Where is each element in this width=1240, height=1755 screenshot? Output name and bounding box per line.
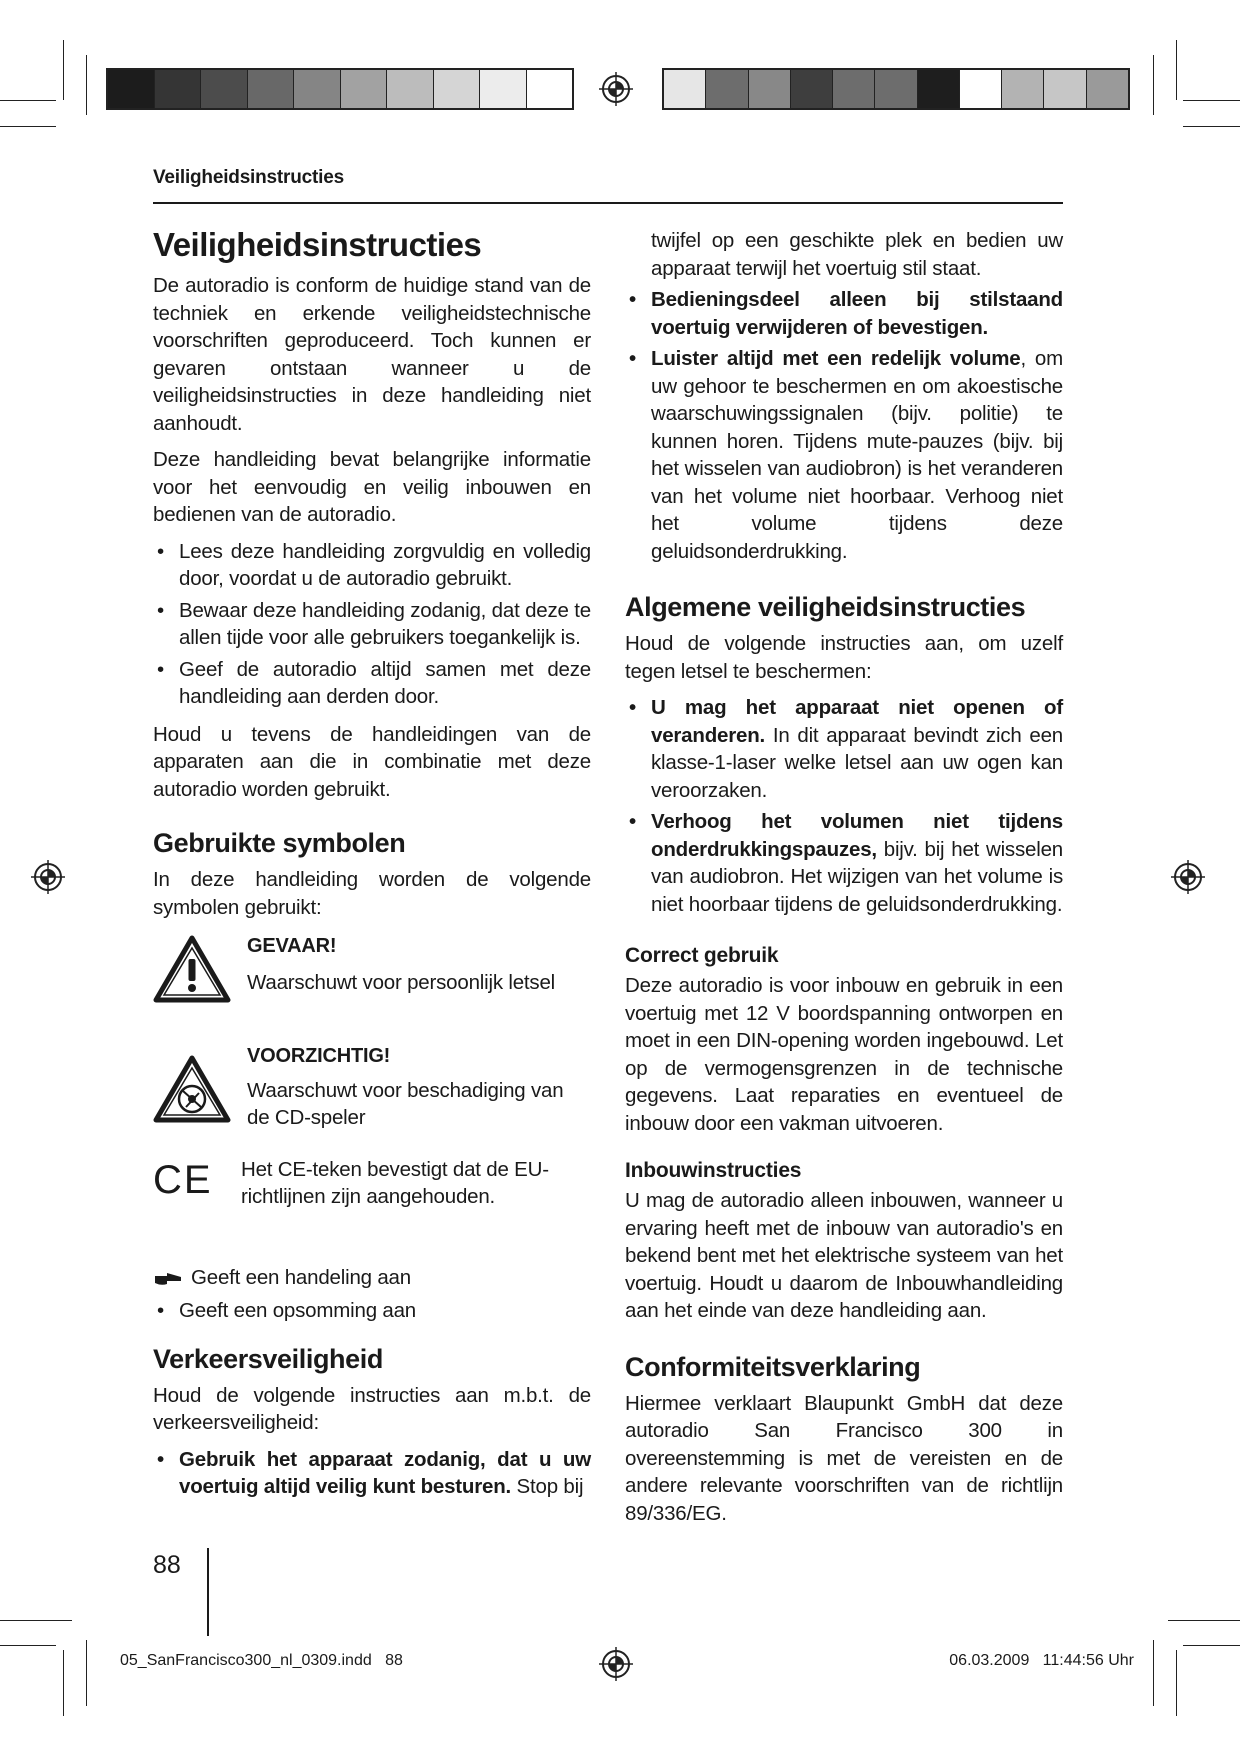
color-swatch	[875, 70, 917, 108]
list-item: • Lees deze handleiding zorgvuldig en volledig door, voordat u de autoradio gebruikt.	[157, 539, 591, 590]
traffic-intro: Houd de volgende instructies aan m.b.t. de verkeersveiligheid:	[153, 1383, 591, 1434]
caution-title: VOORZICHTIG!	[247, 1045, 391, 1067]
subheading-correct-use: Correct gebruik	[625, 944, 779, 967]
list-item: • Gebruik het apparaat zodanig, dat u uw voertuig altijd veilig kunt besturen. Stop bij	[157, 1447, 591, 1498]
section-heading-conformity: Conformiteitsverklaring	[625, 1351, 921, 1382]
color-swatch	[527, 70, 573, 108]
enum-legend-text: Geeft een opsomming aan	[179, 1299, 416, 1322]
correct-use-text: Deze autoradio is voor inbouw en gebruik in een voertuig met 12 V boordspanning ontworpen en moet in een DIN-opening worden ingebouwd. Let op de vermogensgrenzen in de technische gegevens. Laat reparaties en eventueel de inbouw door een vakman uitvoeren.	[625, 974, 1063, 1135]
cd-caution-icon	[153, 1055, 231, 1123]
list-item: • Bewaar deze handleiding zodanig, dat deze te allen tijde voor alle gebruikers toegankelijk is.	[157, 598, 591, 649]
intro-paragraph: De autoradio is conform de huidige stand van de techniek en erkende veiligheidstechnische voorschriften geproduceerd. Toch kunnen er gevaren ontstaan wanneer u de veiligheidsinstructies in deze handleiding niet aanhoudt.	[153, 274, 591, 435]
registration-mark-icon	[599, 72, 633, 106]
list-item: • Verhoog het volumen niet tijdens onderdrukkingspauzes, bijv. bij het wisselen van audiobron. Het wijzigen van het volume is niet hoorbaar tijdens de geluidsonderdrukking.	[629, 810, 1063, 916]
continuation-text: twijfel op een geschikte plek en bedien uw apparaat terwijl het voertuig stil staat.	[651, 229, 1063, 280]
color-swatch	[706, 70, 748, 108]
page-title: Veiligheidsinstructies	[153, 226, 482, 263]
action-legend-text: Geeft een handeling aan	[191, 1265, 411, 1289]
caution-text: Waarschuwt voor beschadiging van de CD-speler	[247, 1078, 564, 1129]
color-bar-left	[106, 68, 574, 110]
color-swatch	[960, 70, 1002, 108]
color-swatch	[294, 70, 341, 108]
registration-mark-icon	[31, 860, 65, 894]
general-intro: Houd de volgende instructies aan, om uzelf tegen letsel te beschermen:	[625, 632, 1063, 683]
list-item: • U mag het apparaat niet openen of veranderen. In dit apparaat bevindt zich een klasse-1-laser welke letsel aan uw ogen kan veroorzaken.	[629, 696, 1063, 802]
list-item: • Geef de autoradio altijd samen met deze handleiding aan derden door.	[157, 657, 591, 708]
traffic-list	[153, 1446, 591, 1501]
color-swatch	[108, 70, 155, 108]
ce-mark-icon: CE	[153, 1157, 213, 1202]
right-column	[625, 227, 1063, 1536]
registration-mark-icon	[599, 1647, 633, 1681]
danger-title: GEVAAR!	[247, 935, 337, 957]
conformity-text: Hiermee verklaart Blaupunkt GmbH dat deze autoradio San Francisco 300 in overeenstemming is met de vereisten en de andere relevante voorschriften van de richtlijn 89/336/EG.	[625, 1391, 1063, 1525]
symbols-intro: In deze handleiding worden de volgende symbolen gebruikt:	[153, 868, 591, 919]
instruction-list	[153, 538, 591, 711]
color-swatch	[791, 70, 833, 108]
page-number: 88	[153, 1551, 181, 1579]
color-swatch	[1044, 70, 1086, 108]
section-heading-general: Algemene veiligheidsinstructies	[625, 592, 1026, 622]
symbol-ce	[153, 1156, 591, 1236]
running-header: Veiligheidsinstructies	[153, 167, 344, 188]
outro-paragraph: Houd u tevens de handleidingen van de apparaten aan die in combinatie met deze autoradio worden gebruikt.	[153, 722, 591, 801]
traffic-list-continued	[625, 286, 1063, 565]
legend-action	[153, 1264, 591, 1292]
color-swatch	[664, 70, 706, 108]
footer-filename: 05_SanFrancisco300_nl_0309.indd 88	[120, 1652, 403, 1669]
section-heading-traffic: Verkeersveiligheid	[153, 1343, 383, 1374]
section-heading-symbols: Gebruikte symbolen	[153, 828, 406, 858]
color-swatch	[248, 70, 295, 108]
color-swatch	[833, 70, 875, 108]
color-swatch	[480, 70, 527, 108]
ce-text: Het CE-teken bevestigt dat de EU-richtlijnen zijn aangehouden.	[241, 1157, 549, 1208]
legend-enumeration: • Geeft een opsomming aan	[157, 1299, 416, 1322]
pointing-hand-icon	[153, 1266, 183, 1292]
header-rule	[153, 202, 1063, 204]
intro-paragraph: Deze handleiding bevat belangrijke informatie voor het eenvoudig en veilig inbouwen en bedienen van de autoradio.	[153, 448, 591, 526]
symbol-danger	[153, 933, 591, 1013]
installation-text: U mag de autoradio alleen inbouwen, wanneer u ervaring heeft met de inbouw van autoradio's en bekend bent met het elektrische systeem van het voertuig. Houdt u daarom de Inbouwhandleiding aan het einde van deze handleiding aan.	[625, 1189, 1063, 1322]
left-column	[153, 226, 591, 1511]
list-item: • Bedieningsdeel alleen bij stilstaand voertuig verwijderen of bevestigen.	[629, 288, 1063, 339]
color-bar-right	[662, 68, 1130, 110]
color-swatch	[1087, 70, 1128, 108]
color-swatch	[201, 70, 248, 108]
color-swatch	[918, 70, 960, 108]
list-item: • Luister altijd met een redelijk volume, om uw gehoor te beschermen en om akoestische waarschuwingssignalen (bijv. politie) te kunnen horen. Tijdens mute-pauzes (bijv. bij het wisselen van audiobron) is het veranderen van het volume niet hoorbaar. Verhoog niet het volume tijdens deze geluidsonderdrukking.	[629, 347, 1063, 563]
registration-mark-icon	[1171, 860, 1205, 894]
footer-timestamp: 06.03.2009 11:44:56 Uhr	[949, 1652, 1134, 1669]
color-swatch	[1002, 70, 1044, 108]
color-swatch	[434, 70, 481, 108]
warning-triangle-icon	[153, 935, 231, 1003]
color-swatch	[155, 70, 202, 108]
page-number-rule	[207, 1548, 209, 1636]
color-swatch	[341, 70, 388, 108]
subheading-installation: Inbouwinstructies	[625, 1159, 802, 1182]
color-swatch	[387, 70, 434, 108]
danger-text: Waarschuwt voor persoonlijk letsel	[247, 970, 556, 994]
symbol-caution	[153, 1043, 591, 1132]
general-list	[625, 694, 1063, 918]
color-swatch	[749, 70, 791, 108]
